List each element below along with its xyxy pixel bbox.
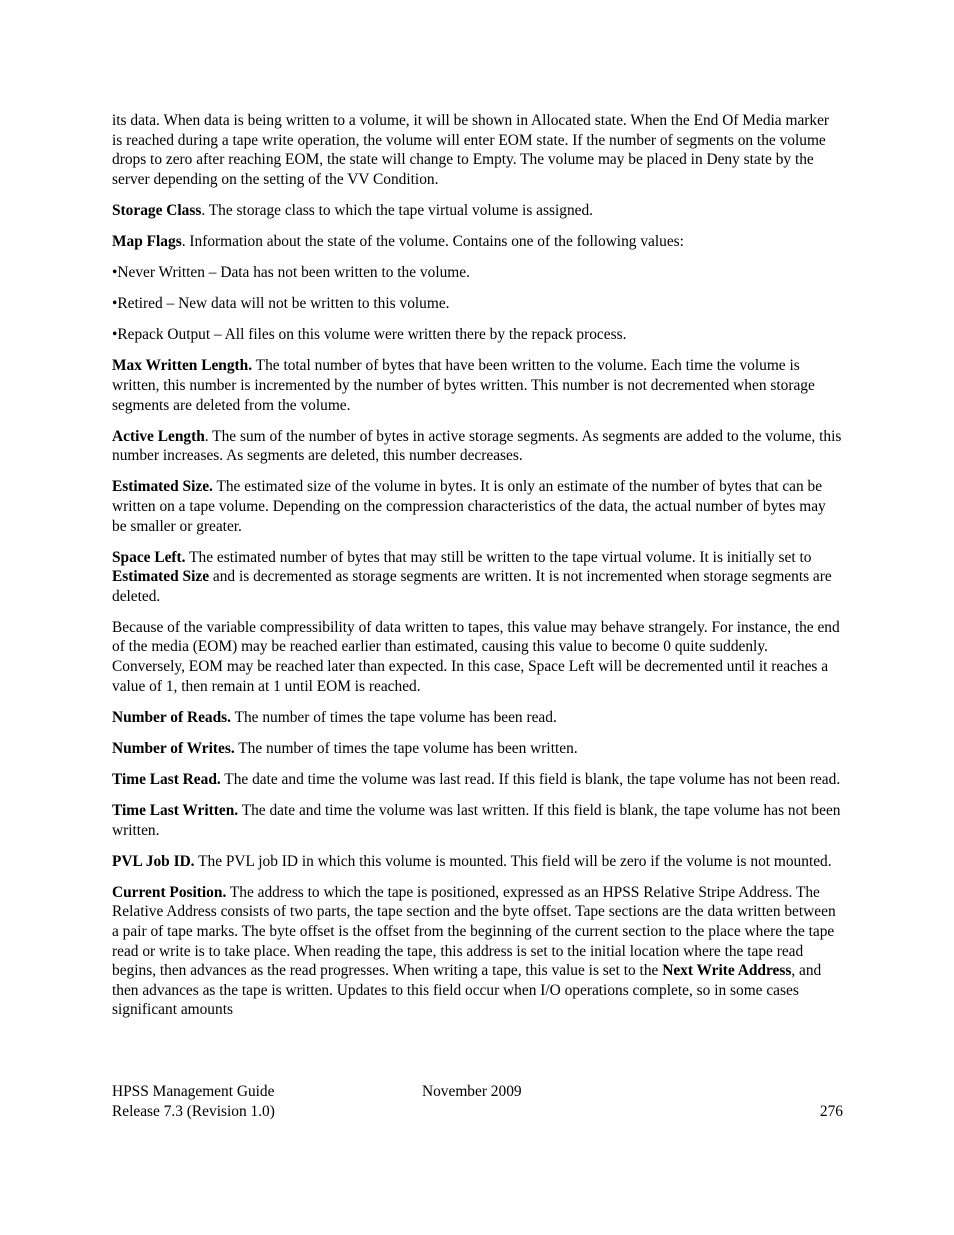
field-term: Current Position.: [112, 883, 227, 901]
field-pvl-job-id: [112, 852, 843, 872]
field-number-of-writes: [112, 739, 843, 759]
footer-guide-title: HPSS Management Guide: [112, 1083, 275, 1100]
field-number-of-reads: [112, 708, 843, 728]
field-current-position: [112, 883, 843, 1020]
field-description: The date and time the volume was last written. If this field is blank, the tape volume has not been written.: [112, 802, 841, 839]
field-description: . The storage class to which the tape virtual volume is assigned.: [201, 201, 594, 219]
list-item-retired: •Retired – New data will not be written to this volume.: [112, 295, 450, 313]
paragraph-text: Because of the variable compressibility of data written to tapes, this value may behave strangely. For instance, the end of the media (EOM) may be reached earlier than estimated, causing this value to become 0 quite suddenly. Conversely, EOM may be reached later than expected. In this case, Space Left will be decremented until it reaches a value of 1, then remain at 1 until EOM is reached.: [112, 618, 840, 695]
field-description: The number of times the tape volume has been written.: [234, 739, 578, 757]
field-description: The date and time the volume was last read. If this field is blank, the tape volume has not been read.: [220, 770, 841, 788]
footer-date: November 2009: [422, 1083, 522, 1100]
field-time-last-written: [112, 801, 843, 840]
field-description: The estimated size of the volume in bytes. It is only an estimate of the number of bytes that can be written on a tape volume. Depending on the compression characteristics of the data, the actual number of bytes may be smaller or greater.: [112, 478, 826, 535]
field-max-written-length: [112, 356, 843, 415]
field-description: The total number of bytes that have been written to the volume. Each time the volume is written, this number is incremented by the number of bytes written. This number is not decremented when storage segments are deleted from the volume.: [112, 357, 815, 414]
paragraph-text: its data. When data is being written to a volume, it will be shown in Allocated state. When the End Of Media marker is reached during a tape write operation, the volume will enter EOM state. If the number of segments on the volume drops to zero after reaching EOM, the state will change to Empty. The volume may be placed in Deny state by the server depending on the setting of the VV Condition.: [112, 112, 830, 188]
paragraph-state-continuation: [112, 111, 843, 189]
field-description: The PVL job ID in which this volume is mounted. This field will be zero if the volume is not mounted.: [194, 852, 832, 870]
field-description: The number of times the tape volume has been read.: [231, 708, 557, 726]
field-map-flags: [112, 232, 843, 252]
field-term: Estimated Size.: [112, 478, 213, 496]
field-term: Time Last Read.: [112, 770, 221, 788]
field-reference: Estimated Size: [112, 568, 210, 586]
field-description: The address to which the tape is positioned, expressed as an HPSS Relative Stripe Address. The Relative Address consists of two parts, the tape section and the byte offset. Tape sections are the data written between a pair of tape marks. The byte offset is the offset from the beginning of the current section to the place where the tape read or write is to take place. When reading the tape, this address is set to the initial location where the tape read begins, then advances as the read progresses. When writing a tape, this value is set to the: [112, 883, 836, 980]
field-term: Number of Reads.: [112, 708, 231, 726]
field-time-last-read: [112, 770, 843, 790]
field-term: PVL Job ID.: [112, 852, 195, 870]
document-body: [112, 111, 843, 1031]
field-estimated-size: [112, 477, 843, 536]
field-space-left: [112, 548, 843, 607]
field-term: Storage Class: [112, 201, 202, 219]
field-term: Time Last Written.: [112, 802, 239, 820]
page-number: 276: [819, 1103, 843, 1120]
field-description: . Information about the state of the volume. Contains one of the following values:: [181, 232, 684, 250]
field-description: The estimated number of bytes that may still be written to the tape virtual volume. It is initially set to: [185, 548, 812, 566]
field-term: Active Length: [112, 427, 205, 445]
list-item-repack-output: •Repack Output – All files on this volume were written there by the repack process.: [112, 326, 627, 344]
field-term: Number of Writes.: [112, 739, 235, 757]
field-term: Map Flags: [112, 232, 182, 250]
footer-release: Release 7.3 (Revision 1.0): [112, 1103, 275, 1120]
field-description-cont: , and then advances as the tape is written. Updates to this field occur when I/O operations complete, so in some cases significant amounts: [112, 962, 822, 1019]
field-active-length: [112, 427, 843, 466]
field-description: . The sum of the number of bytes in active storage segments. As segments are added to the volume, this number increases. As segments are deleted, this number decreases.: [112, 427, 842, 465]
paragraph-compressibility: [112, 618, 843, 696]
page-footer: [112, 1082, 843, 1122]
field-term: Max Written Length.: [112, 357, 253, 375]
field-reference: Next Write Address: [662, 962, 792, 980]
field-description-cont: and is decremented as storage segments are written. It is not incremented when storage segments are deleted.: [112, 568, 832, 605]
list-item-never-written: •Never Written – Data has not been written to the volume.: [112, 264, 470, 282]
field-storage-class: [112, 201, 843, 221]
field-term: Space Left.: [112, 548, 186, 566]
